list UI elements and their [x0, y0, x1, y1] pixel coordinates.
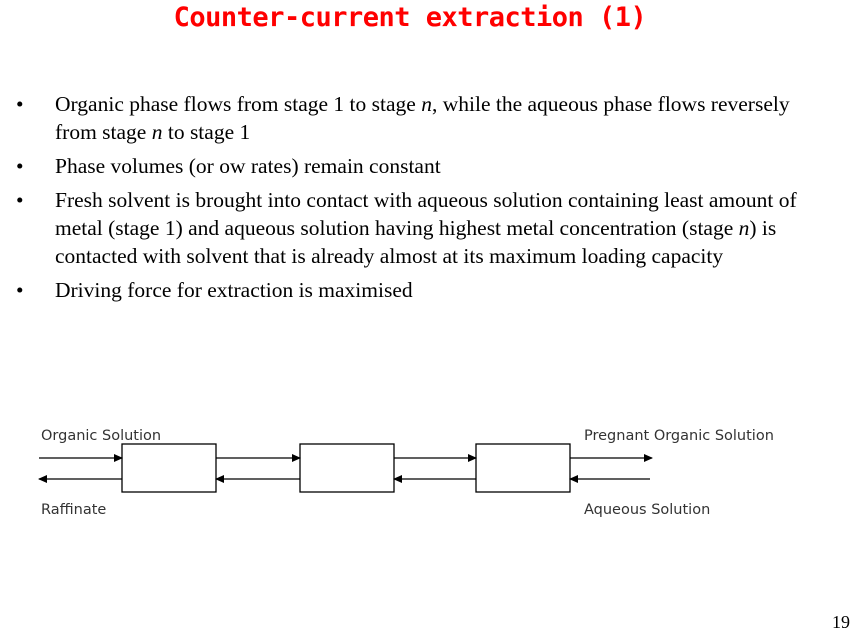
bullet-dot-icon: •	[16, 154, 24, 178]
bullet-text: Phase volumes (or ow rates) remain constant	[55, 154, 441, 178]
counter-current-diagram	[0, 415, 862, 535]
raffinate-label: Raffinate	[41, 502, 107, 518]
bullet-item	[0, 276, 862, 304]
bullet-dot-icon: •	[16, 278, 24, 302]
aqueous-solution-label: Aqueous Solution	[584, 502, 711, 518]
bullet-dot-icon: •	[16, 188, 24, 212]
stage-box-3	[476, 444, 570, 492]
stage-box-1	[122, 444, 216, 492]
bullet-dot-icon: •	[16, 92, 24, 116]
bullet-text: n	[421, 92, 432, 116]
bullet-text: Driving force for extraction is maximised	[55, 278, 413, 302]
bullet-text: ) is contacted with solvent that is already almost at its maximum loading capacity	[55, 216, 777, 268]
bullet-item	[0, 186, 862, 270]
bullet-text: Organic phase flows from stage 1 to stage	[55, 92, 422, 116]
bullet-text: , while the aqueous phase flows reversely from stage	[55, 92, 790, 144]
organic-solution-label: Organic Solution	[41, 428, 162, 444]
bullet-list	[0, 90, 862, 310]
stage-box-2	[300, 444, 394, 492]
page-number: 19	[832, 612, 850, 632]
bullet-text: n	[738, 216, 750, 240]
bullet-item	[0, 90, 862, 146]
bullet-item	[0, 152, 862, 180]
pregnant-organic-solution-label: Pregnant Organic Solution	[584, 428, 774, 444]
slide-title: Counter-current extraction (1)	[173, 2, 647, 33]
bullet-text: Fresh solvent is brought into contact with aqueous solution containing least amount of metal (stage 1) and aqueous solution having highest metal concentration (stage	[55, 188, 797, 240]
bullet-text: n	[151, 120, 163, 144]
bullet-text: to stage 1	[162, 120, 251, 144]
